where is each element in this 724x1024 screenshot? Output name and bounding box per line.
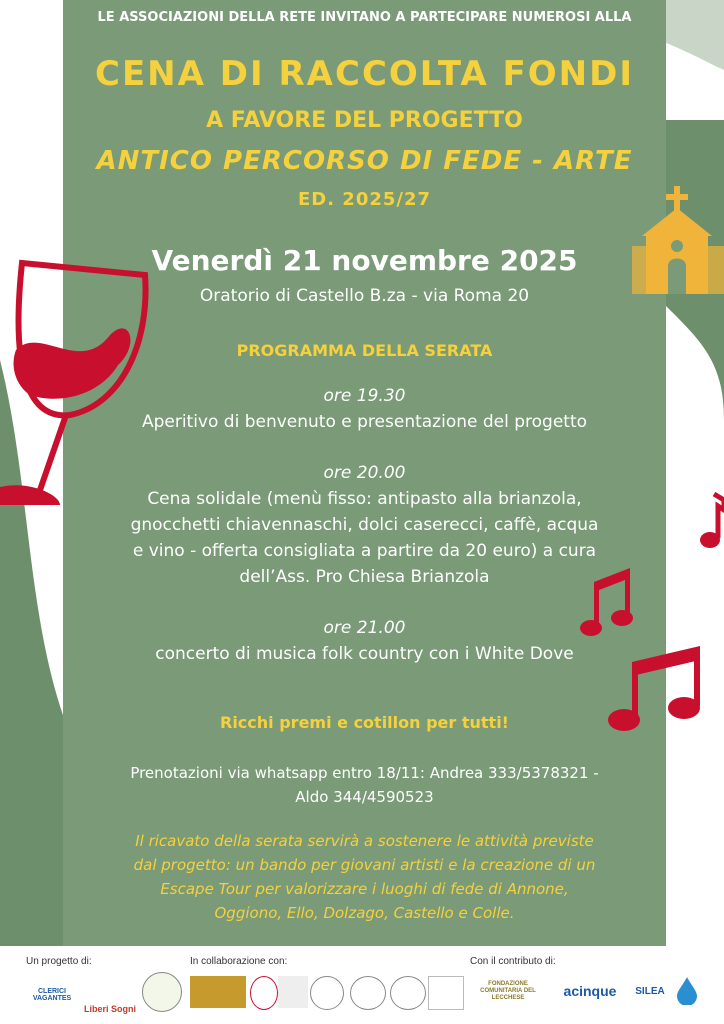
edition: ED. 2025/27: [297, 189, 432, 210]
collab-logo: [250, 976, 278, 1010]
clerici-vagantes-logo: CLERICI VAGANTES: [32, 988, 72, 1002]
program-heading: PROGRAMMA DELLA SERATA: [236, 341, 493, 360]
program-time: ore 19.30: [323, 386, 406, 406]
footer: [0, 946, 724, 1024]
partner-logo: [142, 972, 182, 1012]
purpose-line: Oggiono, Ello, Dolzago, Castello e Colle.: [214, 904, 515, 922]
program-line: Cena solidale (menù fisso: antipasto alla brianzola,: [147, 489, 582, 509]
program-line: gnocchetti chiavennaschi, dolci casereccі, caffè, acqua: [130, 515, 599, 535]
event-location: Oratorio di Castello B.za - via Roma 20: [199, 286, 530, 306]
purpose-line: dal progetto: un bando per giovani artisti e la creazione di un: [133, 856, 596, 874]
collab-logo: [278, 976, 308, 1008]
collab-logo: [428, 976, 464, 1010]
invite-line: LE ASSOCIAZIONI DELLA RETE INVITANO A PARTECIPARE NUMEROSI ALLA: [97, 10, 632, 25]
project-by-label: Un progetto di:: [26, 956, 92, 967]
page-title: CENA DI RACCOLTA FONDI: [95, 54, 634, 94]
purpose-line: Il ricavato della serata servirà a sostenere le attività previste: [135, 832, 594, 850]
program-line: concerto di musica folk country con i White Dove: [155, 644, 574, 664]
booking-line: Aldo 344/4590523: [295, 788, 434, 806]
program-line: Aperitivo di benvenuto e presentazione del progetto: [141, 412, 588, 432]
booking-line: Prenotazioni via whatsapp entro 18/11: Andrea 333/5378321 -: [130, 764, 599, 782]
event-date: Venerdì 21 novembre 2025: [151, 244, 578, 277]
collab-logo: [350, 976, 386, 1010]
purpose-line: Escape Tour per valorizzare i luoghi di fede di Annone,: [160, 880, 569, 898]
program-time: ore 21.00: [323, 618, 406, 638]
project-name: ANTICO PERCORSO DI FEDE - ARTE: [96, 146, 633, 176]
silea-logo: SILEA: [635, 985, 665, 997]
program-line: dell’Ass. Pro Chiesa Brianzola: [239, 567, 490, 587]
program-line: e vino - offerta consigliata a partire da 20 euro) a cura: [132, 541, 597, 561]
acinque-logo: acinque: [563, 983, 617, 999]
liberi-sogni-logo: Liberi Sogni: [84, 1004, 137, 1014]
subtitle: A FAVORE DEL PROGETTO: [206, 108, 523, 133]
fondazione-logo: FONDAZIONE COMUNITARIA DEL LECCHESE: [480, 980, 536, 1001]
collab-label: In collaborazione con:: [190, 956, 288, 967]
collab-logo: [390, 976, 426, 1010]
collab-logo: [310, 976, 344, 1010]
water-drop-icon: [674, 974, 700, 1008]
program-time: ore 20.00: [323, 463, 406, 483]
music-note-icon: [700, 490, 724, 552]
contrib-label: Con il contributo di:: [470, 956, 556, 967]
prizes-line: Ricchi premi e cotillon per tutti!: [220, 713, 509, 732]
collab-logo: [190, 976, 246, 1008]
